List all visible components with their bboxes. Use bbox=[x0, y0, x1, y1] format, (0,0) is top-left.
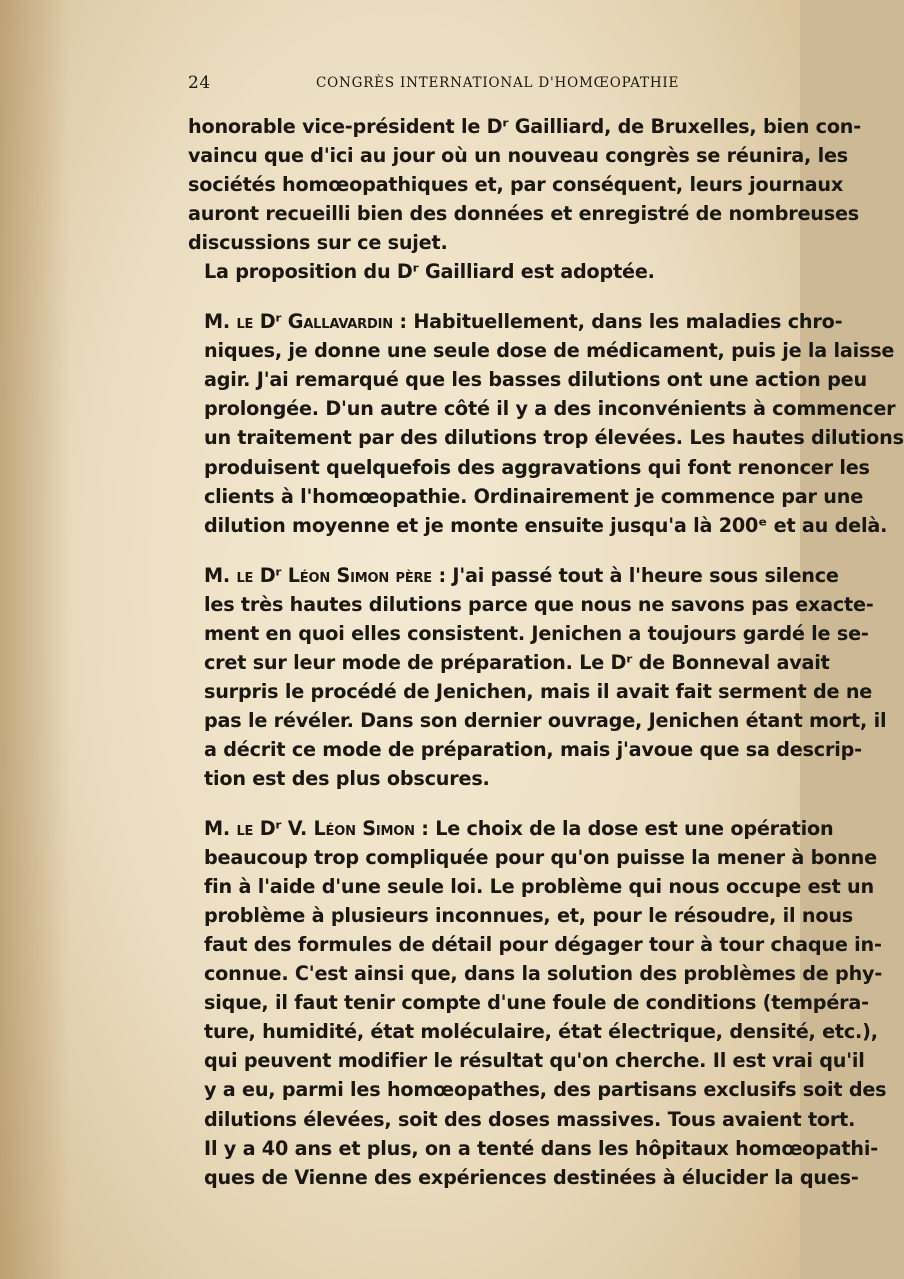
text-line: connue. C'est ainsi que, dans la solution des problèmes de phy- bbox=[204, 962, 883, 986]
text-line: faut des formules de détail pour dégager tour à tour chaque in- bbox=[204, 933, 882, 957]
text-line: agir. J'ai remarqué que les basses dilutions ont une action peu bbox=[204, 368, 867, 392]
text-line: Il y a 40 ans et plus, on a tenté dans les hôpitaux homœopathi- bbox=[204, 1136, 878, 1160]
text-fragment: J'ai passé tout à l'heure sous silence bbox=[445, 563, 839, 587]
text-line bbox=[188, 307, 843, 336]
text-line: ment en quoi elles consistent. Jenichen a toujours gardé le se- bbox=[204, 621, 869, 645]
text-line: tion est des plus obscures. bbox=[204, 766, 490, 790]
page-number: 24 bbox=[188, 73, 211, 93]
text-line: les très hautes dilutions parce que nous ne savons pas exacte- bbox=[204, 592, 874, 616]
text-line: beaucoup trop compliquée pour qu'on puisse la mener à bonne bbox=[204, 846, 877, 870]
text-line: cret sur leur mode de préparation. Le Dʳ de Bonneval avait bbox=[204, 650, 830, 674]
speaker-name: M. le Dʳ Léon Simon père : bbox=[204, 563, 446, 587]
running-header bbox=[188, 73, 748, 97]
text-line: sique, il faut tenir compte d'une foule de conditions (tempéra- bbox=[204, 991, 869, 1015]
text-line: pas le révéler. Dans son dernier ouvrage, Jenichen étant mort, il bbox=[204, 708, 887, 732]
text-fragment: Le choix de la dose est une opération bbox=[428, 817, 834, 841]
text-line bbox=[188, 814, 834, 843]
text-line: ture, humidité, état moléculaire, état électrique, densité, etc.), bbox=[204, 1020, 878, 1044]
paragraph-v-leon-simon bbox=[188, 814, 887, 1192]
text-line: fin à l'aide d'une seule loi. Le problème qui nous occupe est un bbox=[204, 875, 874, 899]
text-line: dilution moyenne et je monte ensuite jusqu'a là 200ᵉ et au delà. bbox=[204, 513, 888, 537]
text-line: prolongée. D'un autre côté il y a des inconvénients à commencer bbox=[204, 397, 896, 421]
paragraph-gallavardin bbox=[188, 307, 904, 539]
text-line: ques de Vienne des expériences destinées à élucider la ques- bbox=[204, 1165, 859, 1189]
text-line: discussions sur ce sujet. bbox=[188, 231, 448, 255]
text-line: y a eu, parmi les homœopathes, des partisans exclusifs soit des bbox=[204, 1078, 887, 1102]
text-line: sociétés homœopathiques et, par conséquent, leurs journaux bbox=[188, 173, 844, 197]
text-line: a décrit ce mode de préparation, mais j'avoue que sa descrip- bbox=[204, 737, 862, 761]
text-line: produisent quelquefois des aggravations qui font renoncer les bbox=[204, 455, 870, 479]
paragraph-1 bbox=[188, 112, 862, 257]
body-text bbox=[188, 112, 904, 1192]
text-line: un traitement par des dilutions trop élevées. Les hautes dilutions bbox=[204, 426, 904, 450]
text-line: niques, je donne une seule dose de médicament, puis je la laisse bbox=[204, 339, 895, 363]
text-line: La proposition du Dʳ Gailliard est adoptée. bbox=[204, 260, 655, 284]
text-line: surpris le procédé de Jenichen, mais il avait fait serment de ne bbox=[204, 679, 873, 703]
text-fragment: Habituellement, dans les maladies chro- bbox=[406, 310, 843, 334]
running-title: CONGRÈS INTERNATIONAL D'HOMŒOPATHIE bbox=[316, 75, 680, 91]
text-line: qui peuvent modifier le résultat qu'on cherche. Il est vrai qu'il bbox=[204, 1049, 865, 1073]
text-line: vaincu que d'ici au jour où un nouveau congrès se réunira, les bbox=[188, 144, 848, 168]
speaker-name: M. le Dʳ Gallavardin : bbox=[204, 310, 407, 334]
speaker-name: M. le Dʳ V. Léon Simon : bbox=[204, 817, 429, 841]
text-line: problème à plusieurs inconnues, et, pour le résoudre, il nous bbox=[204, 904, 854, 928]
text-line: auront recueilli bien des données et enregistré de nombreuses bbox=[188, 202, 860, 226]
text-line: honorable vice-président le Dʳ Gailliard, de Bruxelles, bien con- bbox=[188, 115, 862, 138]
text-line bbox=[188, 561, 839, 590]
text-line: clients à l'homœopathie. Ordinairement je commence par une bbox=[204, 484, 864, 508]
paragraph-2 bbox=[188, 257, 754, 286]
text-line: dilutions élevées, soit des doses massives. Tous avaient tort. bbox=[204, 1107, 856, 1131]
paragraph-leon-simon-pere bbox=[188, 561, 887, 793]
